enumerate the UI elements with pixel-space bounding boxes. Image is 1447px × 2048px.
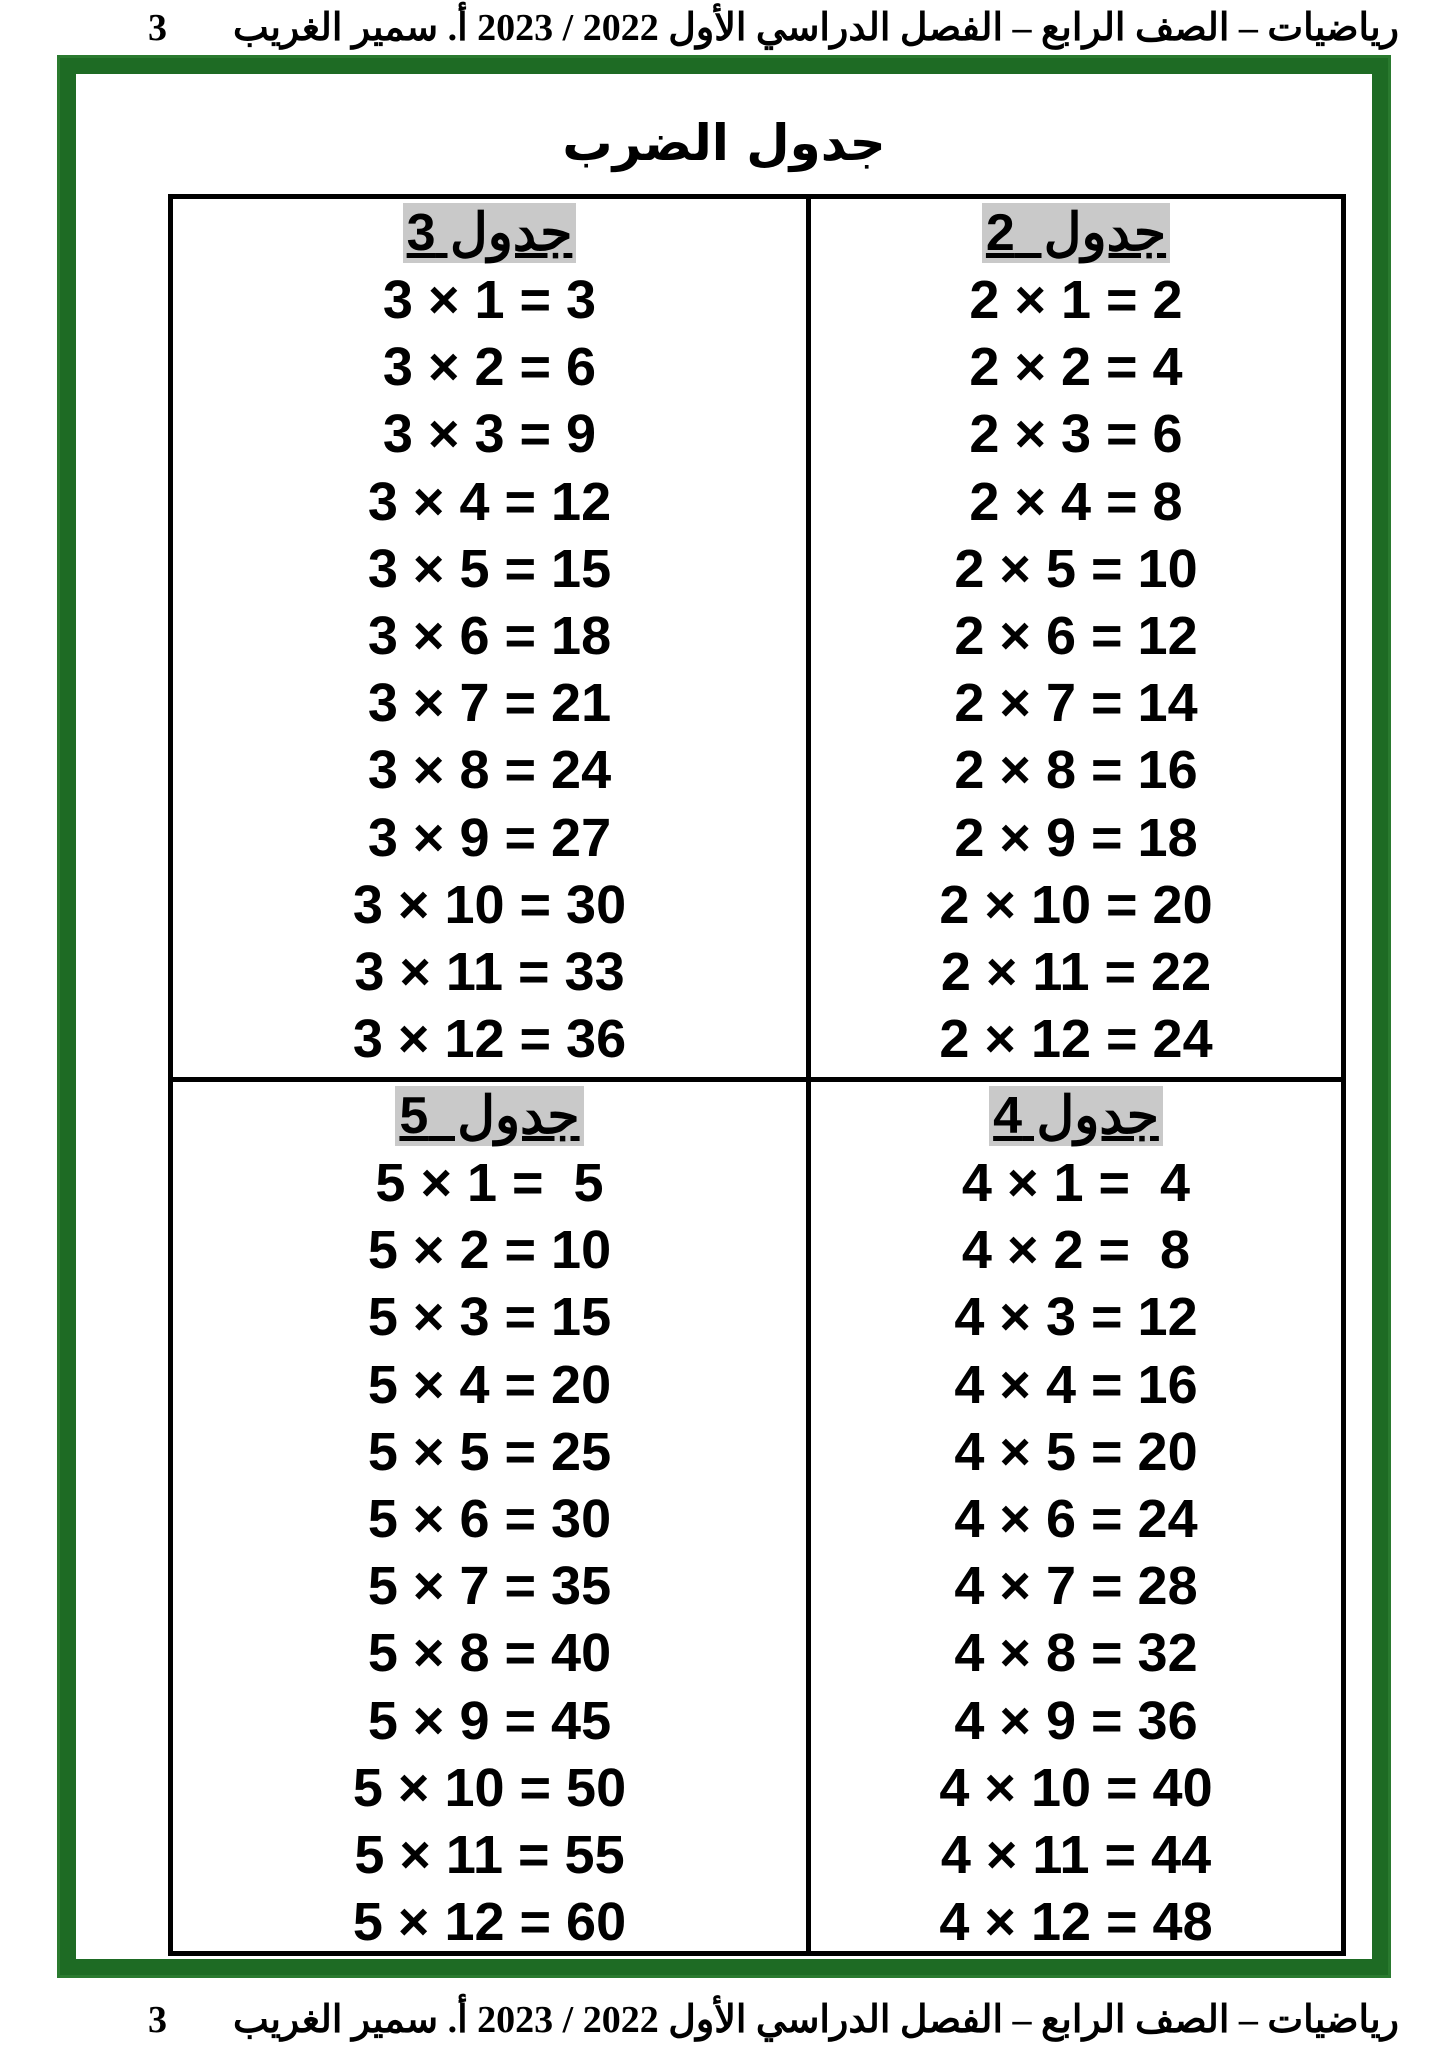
equation-row: 5 × 6 = 30: [367, 1489, 612, 1550]
equation-row: 2 × 12 = 24: [939, 1009, 1213, 1070]
equation-row: 4 × 2 = 8: [961, 1220, 1191, 1281]
equation-row: 2 × 4 = 8: [969, 471, 1183, 532]
equation-row: 3 × 1 = 3: [382, 270, 597, 330]
equation-row: 2 × 1 = 2: [969, 270, 1183, 330]
equation-row: 4 × 3 = 12: [954, 1287, 1198, 1348]
table-4-cell: [811, 1082, 1341, 1956]
equation-row: 3 × 12 = 36: [352, 1009, 627, 1070]
equation-row: 3 × 7 = 21: [367, 673, 612, 734]
equation-row: 2 × 7 = 14: [954, 673, 1198, 734]
equation-row: 4 × 12 = 48: [939, 1892, 1213, 1953]
table-3-rows: [353, 267, 626, 1073]
equation-row: 4 × 5 = 20: [954, 1421, 1198, 1482]
multiplication-grid: [168, 194, 1346, 1956]
equation-row: 2 × 6 = 12: [954, 606, 1198, 667]
equation-row: 2 × 2 = 4: [969, 337, 1183, 398]
equation-row: 3 × 10 = 30: [352, 874, 627, 935]
equation-row: 3 × 3 = 9: [382, 404, 597, 465]
table-5-rows: [353, 1150, 626, 1956]
equation-row: 2 × 5 = 10: [954, 538, 1198, 599]
equation-row: 3 × 11 = 33: [354, 942, 625, 1003]
equation-row: 5 × 12 = 60: [352, 1892, 627, 1953]
equation-row: 3 × 8 = 24: [367, 740, 612, 801]
equation-row: 2 × 3 = 6: [969, 404, 1183, 465]
equation-row: 3 × 4 = 12: [367, 471, 612, 532]
equation-row: 3 × 5 = 15: [367, 538, 612, 599]
equation-row: 4 × 4 = 16: [954, 1354, 1198, 1415]
equation-row: 5 × 9 = 45: [367, 1690, 612, 1751]
equation-row: 2 × 11 = 22: [940, 942, 1212, 1003]
equation-row: 4 × 10 = 40: [939, 1757, 1213, 1818]
table-2-heading: جدول 2: [982, 203, 1170, 263]
equation-row: 5 × 10 = 50: [352, 1757, 627, 1818]
page-title: جدول الضرب: [562, 114, 886, 172]
table-2-rows: [939, 267, 1212, 1073]
table-2-cell: [811, 199, 1341, 1082]
equation-row: 4 × 6 = 24: [954, 1489, 1198, 1550]
footer-page-number: 3: [148, 1999, 167, 2041]
table-5-heading: جدول 5: [395, 1086, 583, 1146]
equation-row: 5 × 7 = 35: [367, 1556, 612, 1617]
equation-row: 3 × 2 = 6: [382, 337, 597, 398]
header-page-number: 3: [148, 7, 167, 49]
table-3-cell: [173, 199, 811, 1082]
equation-row: 2 × 9 = 18: [954, 807, 1198, 868]
equation-row: 5 × 3 = 15: [367, 1287, 612, 1348]
equation-row: 3 × 9 = 27: [367, 807, 612, 868]
header-text: رياضيات – الصف الرابع – الفصل الدراسي الأول 2022 / 2023 أ. سمير الغريب: [233, 7, 1399, 49]
equation-row: 4 × 8 = 32: [954, 1623, 1198, 1684]
equation-row: 4 × 1 = 4: [961, 1153, 1191, 1213]
equation-row: 2 × 10 = 20: [939, 874, 1213, 935]
footer-text: رياضيات – الصف الرابع – الفصل الدراسي الأول 2022 / 2023 أ. سمير الغريب: [233, 1999, 1399, 2041]
page-header: [0, 0, 1447, 56]
equation-row: 5 × 5 = 25: [367, 1421, 612, 1482]
equation-row: 5 × 8 = 40: [367, 1623, 612, 1684]
equation-row: 3 × 6 = 18: [367, 606, 612, 667]
table-4-rows: [939, 1150, 1212, 1956]
table-4-heading: جدول 4: [989, 1086, 1163, 1146]
equation-row: 5 × 1 = 5: [375, 1153, 604, 1213]
equation-row: 5 × 11 = 55: [354, 1825, 625, 1886]
equation-row: 2 × 8 = 16: [954, 740, 1198, 801]
equation-row: 5 × 2 = 10: [367, 1220, 612, 1281]
equation-row: 4 × 7 = 28: [954, 1556, 1198, 1617]
equation-row: 4 × 9 = 36: [954, 1690, 1198, 1751]
equation-row: 4 × 11 = 44: [940, 1825, 1212, 1886]
table-3-heading: جدول 3: [403, 203, 577, 263]
page-footer: [0, 1992, 1447, 2048]
table-5-cell: [173, 1082, 811, 1956]
equation-row: 5 × 4 = 20: [367, 1354, 612, 1415]
